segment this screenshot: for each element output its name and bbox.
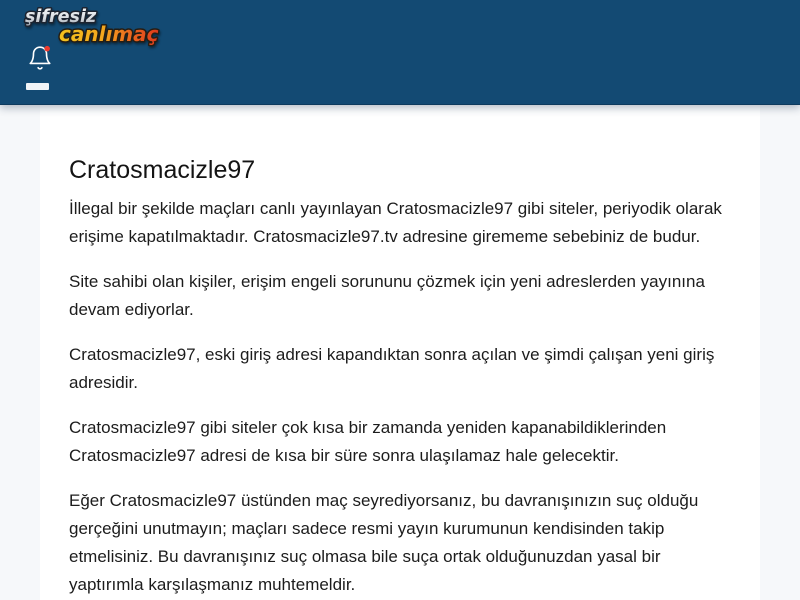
notifications-button[interactable] [26, 45, 54, 73]
article-paragraph-3: Cratosmacizle97, eski giriş adresi kapandıktan sonra açılan ve şimdi çalışan yeni giriş adresidir. [69, 345, 715, 392]
site-header [0, 0, 800, 105]
notification-badge [44, 46, 50, 52]
article-paragraph-1: İllegal bir şekilde maçları canlı yayınlayan Cratosmacizle97 gibi siteler, periyodik olarak erişime kapatılmaktadır. Cratosmacizle97.tv adresine girememe sebebiniz de budur. [69, 199, 722, 246]
article-paragraph-2: Site sahibi olan kişiler, erişim engeli sorununu çözmek için yeni adreslerden yayınına devam ediyorlar. [69, 272, 705, 319]
article-card [40, 105, 760, 600]
content-area [0, 105, 800, 600]
article-paragraph-4: Cratosmacizle97 gibi siteler çok kısa bir zamanda yeniden kapanabildiklerinden Cratosmacizle97 adresi de kısa bir süre sonra ulaşılamaz hale gelecektir. [69, 418, 667, 465]
logo-text-line2: canlımaç [59, 22, 159, 46]
page-title: Cratosmacizle97 [69, 156, 256, 184]
bell-icon [27, 45, 53, 71]
menu-toggle-button[interactable] [26, 83, 49, 90]
site-logo-graphic [22, 1, 192, 47]
logo-text-line1: şifresiz [25, 7, 97, 27]
hamburger-bar-icon [26, 83, 49, 90]
article-paragraph-5: Eğer Cratosmacizle97 üstünden maç seyrediyorsanız, bu davranışınızın suç olduğu gerçeğini unutmayın; maçları sadece resmi yayın kurumunun kendisinden takip etmelisiniz. Bu davranışınız suç olmasa bile suça ortak olduğunuzdan yasal bir yaptırımla karşılaşmanız muhtemeldir. [69, 491, 699, 594]
